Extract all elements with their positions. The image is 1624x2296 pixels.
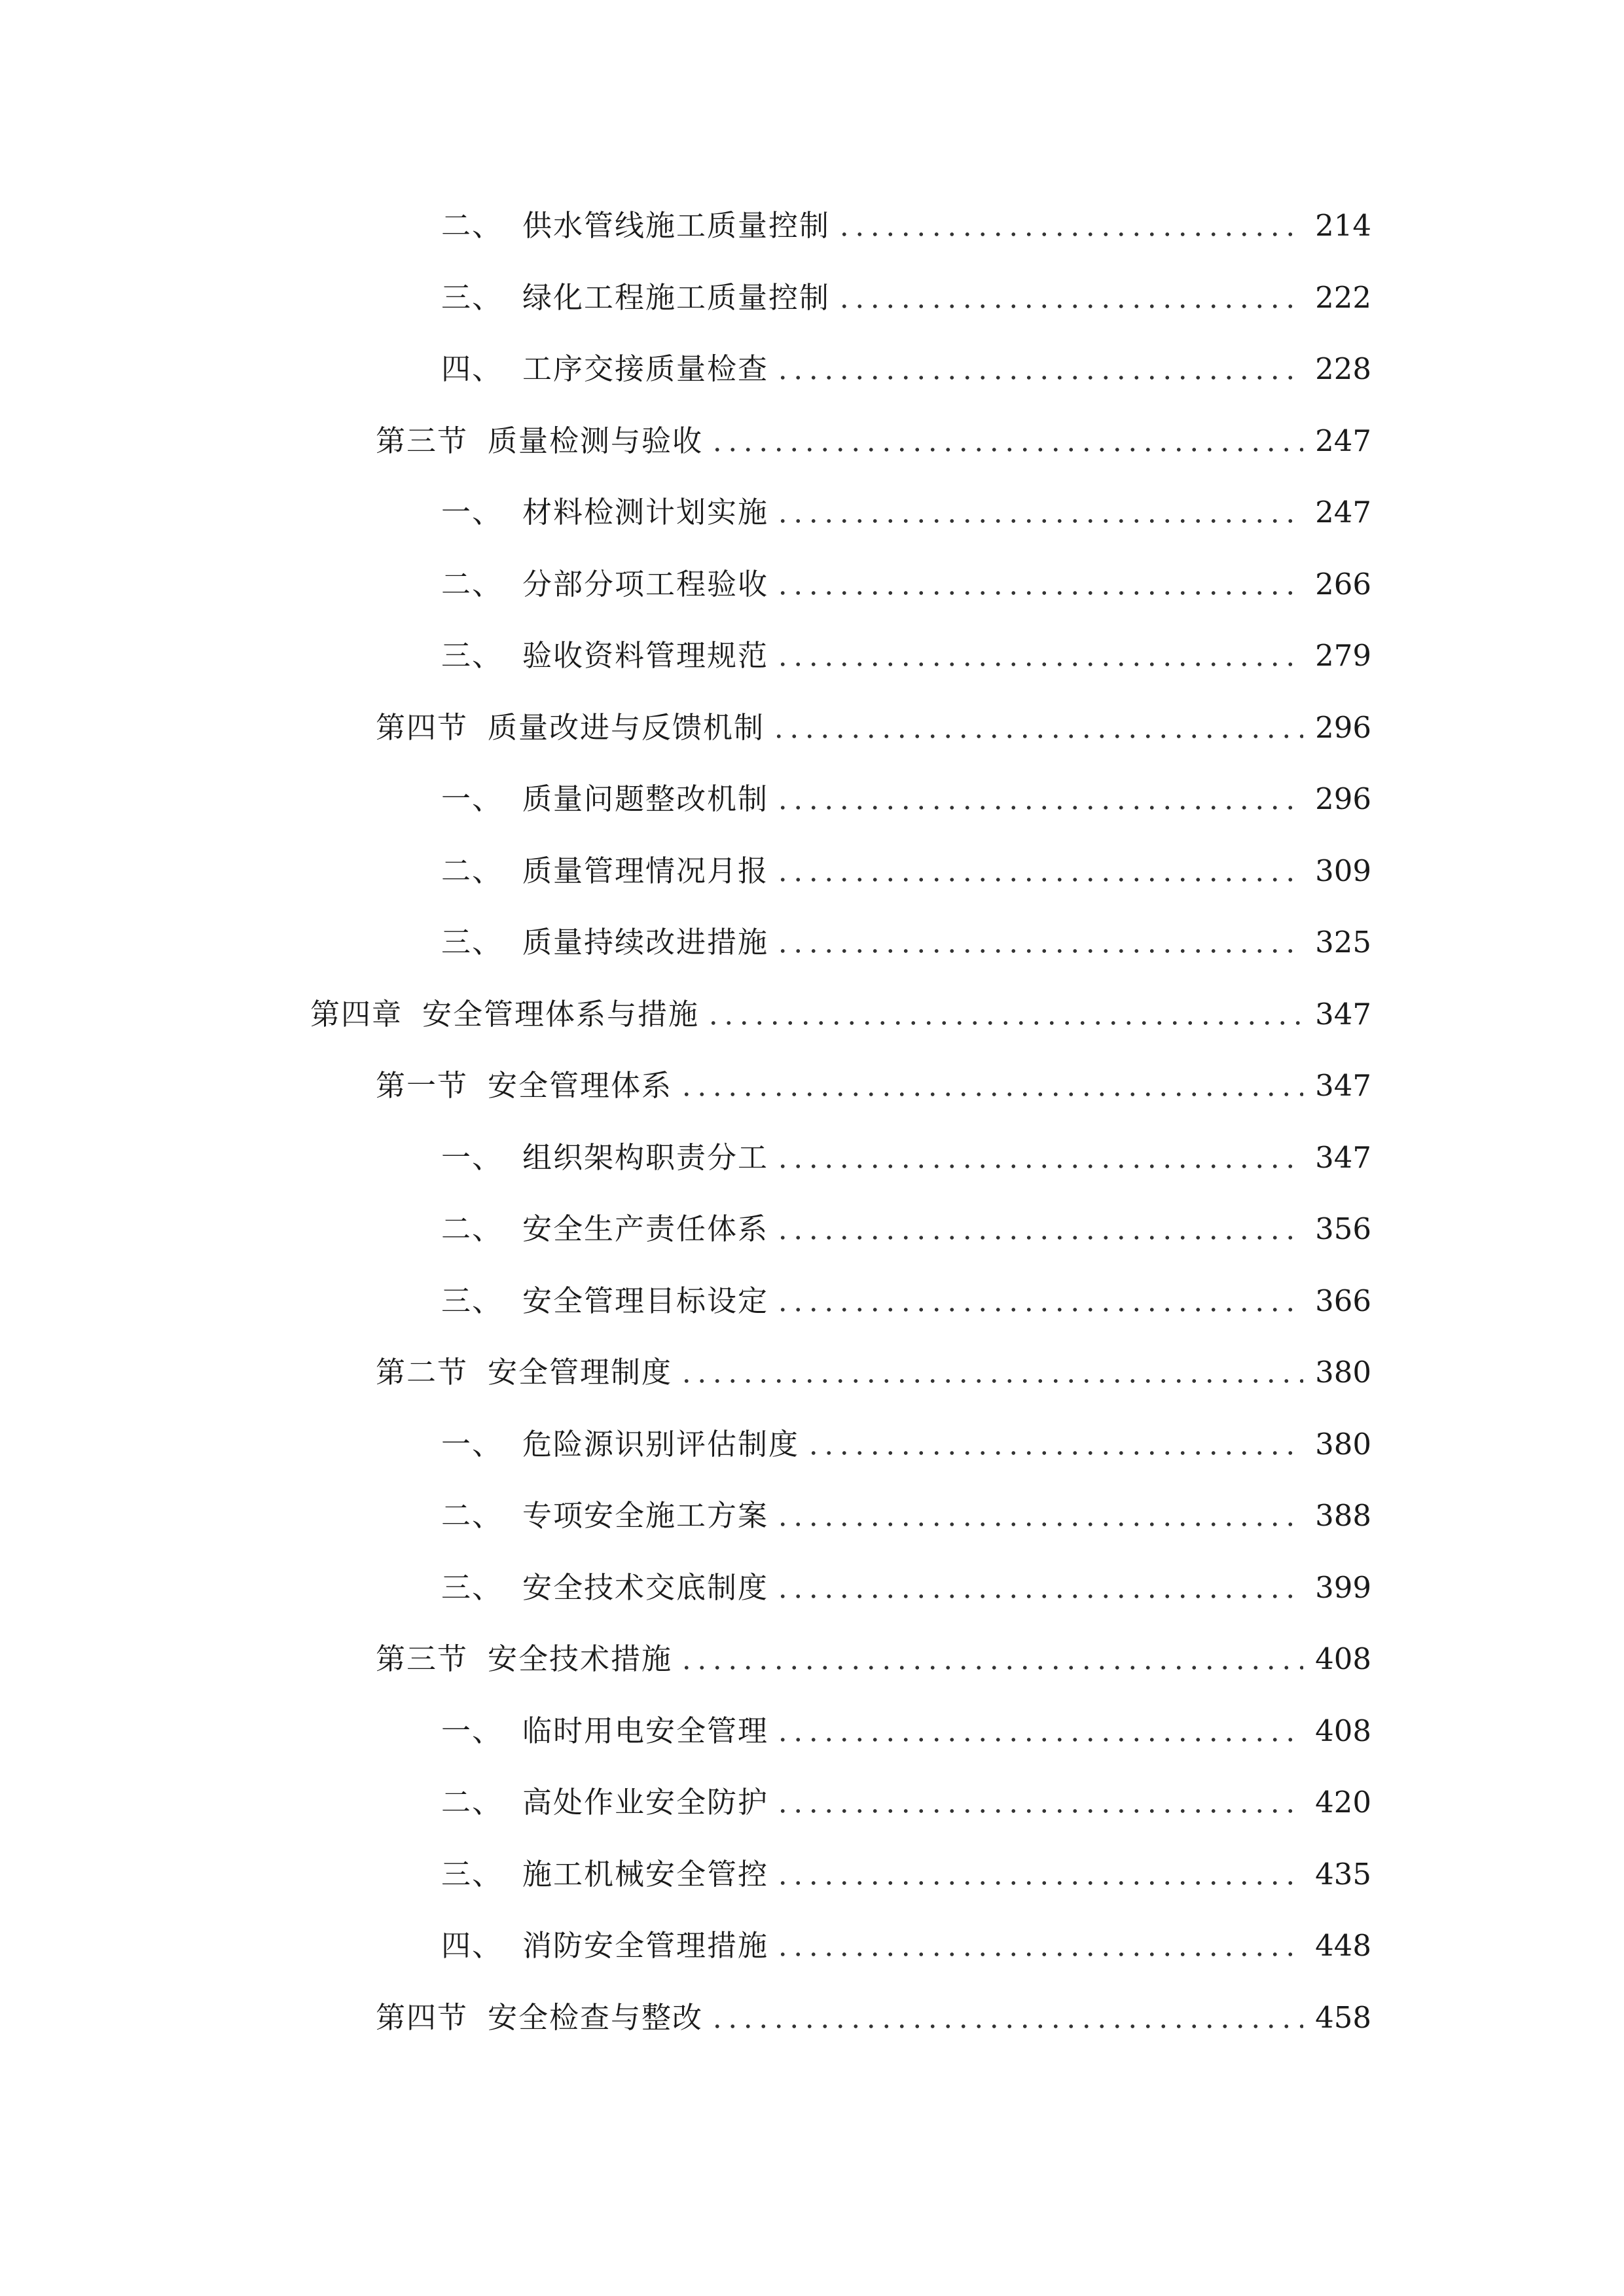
toc-entry[interactable] xyxy=(0,476,1624,548)
toc-entry-number: 二、 xyxy=(441,1785,503,1820)
toc-entry[interactable] xyxy=(0,1623,1624,1695)
dot-leader xyxy=(775,1143,1303,1172)
toc-entry[interactable] xyxy=(0,1122,1624,1194)
toc-entry-title: 安全技术措施 xyxy=(488,1641,673,1677)
dot-leader xyxy=(775,354,1303,384)
toc-entry-number: 三、 xyxy=(441,1856,503,1892)
dot-leader xyxy=(775,1286,1303,1316)
toc-entry-page: 388 xyxy=(1315,1498,1371,1534)
dot-leader xyxy=(775,927,1303,957)
toc-entry[interactable] xyxy=(0,1695,1624,1767)
dot-leader xyxy=(806,1429,1303,1459)
toc-entry-page: 448 xyxy=(1315,1928,1371,1964)
toc-entry[interactable] xyxy=(0,1982,1624,2054)
toc-entry-number: 三、 xyxy=(441,279,503,315)
toc-entry-number: 二、 xyxy=(441,853,503,888)
toc-entry-page: 435 xyxy=(1315,1856,1371,1892)
toc-entry-title: 组织架构职责分工 xyxy=(522,1139,769,1175)
toc-entry-title: 质量管理情况月报 xyxy=(522,853,769,888)
table-of-contents xyxy=(0,190,1624,2053)
toc-entry[interactable] xyxy=(0,405,1624,477)
toc-entry-number: 四、 xyxy=(441,1928,503,1964)
toc-entry-page: 399 xyxy=(1315,1570,1371,1605)
toc-entry-title: 安全管理目标设定 xyxy=(522,1283,769,1318)
toc-entry-title: 质量问题整改机制 xyxy=(522,781,769,817)
toc-entry-title: 安全生产责任体系 xyxy=(522,1211,769,1247)
toc-entry[interactable] xyxy=(0,620,1624,692)
dot-leader xyxy=(710,426,1303,456)
toc-entry[interactable] xyxy=(0,906,1624,978)
dot-leader xyxy=(771,713,1303,742)
toc-entry-page: 458 xyxy=(1315,2000,1371,2035)
toc-entry-page: 325 xyxy=(1315,925,1371,960)
dot-leader xyxy=(775,856,1303,886)
toc-entry-number: 第三节 xyxy=(376,423,469,458)
toc-entry-title: 供水管线施工质量控制 xyxy=(522,208,831,243)
toc-entry-title: 质量改进与反馈机制 xyxy=(488,709,765,745)
toc-entry[interactable] xyxy=(0,692,1624,764)
toc-entry-page: 247 xyxy=(1315,423,1371,458)
dot-leader xyxy=(775,1573,1303,1602)
toc-entry-title: 专项安全施工方案 xyxy=(522,1498,769,1534)
toc-entry-number: 第四节 xyxy=(376,709,469,745)
dot-leader xyxy=(775,1716,1303,1746)
toc-entry-page: 279 xyxy=(1315,638,1371,673)
toc-entry-number: 三、 xyxy=(441,1283,503,1318)
toc-entry-page: 347 xyxy=(1315,996,1371,1031)
toc-entry-number: 二、 xyxy=(441,208,503,243)
dot-leader xyxy=(679,1071,1303,1100)
toc-entry[interactable] xyxy=(0,1265,1624,1337)
toc-entry-number: 一、 xyxy=(441,1139,503,1175)
toc-entry-page: 356 xyxy=(1315,1211,1371,1247)
toc-entry-number: 一、 xyxy=(441,1713,503,1748)
toc-entry-title: 危险源识别评估制度 xyxy=(522,1426,800,1462)
toc-entry-title: 消防安全管理措施 xyxy=(522,1928,769,1964)
dot-leader xyxy=(837,211,1303,240)
toc-entry-title: 施工机械安全管控 xyxy=(522,1856,769,1892)
toc-entry-title: 安全管理体系与措施 xyxy=(422,996,700,1031)
toc-entry-number: 三、 xyxy=(441,1570,503,1605)
toc-entry-number: 二、 xyxy=(441,1211,503,1247)
dot-leader xyxy=(775,641,1303,670)
toc-entry-page: 408 xyxy=(1315,1713,1371,1748)
toc-entry-page: 222 xyxy=(1315,279,1371,315)
toc-entry[interactable] xyxy=(0,1050,1624,1122)
toc-entry-title: 验收资料管理规范 xyxy=(522,638,769,673)
toc-entry[interactable] xyxy=(0,548,1624,620)
dot-leader xyxy=(775,1787,1303,1817)
toc-entry[interactable] xyxy=(0,1552,1624,1624)
toc-entry-title: 安全检查与整改 xyxy=(488,2000,704,2035)
toc-entry[interactable] xyxy=(0,1336,1624,1408)
toc-entry-title: 安全管理体系 xyxy=(488,1068,673,1103)
toc-entry[interactable] xyxy=(0,1408,1624,1480)
toc-entry-page: 228 xyxy=(1315,351,1371,387)
toc-entry-page: 380 xyxy=(1315,1355,1371,1390)
toc-entry[interactable] xyxy=(0,835,1624,907)
dot-leader xyxy=(837,283,1303,312)
toc-entry-page: 266 xyxy=(1315,566,1371,601)
toc-entry-title: 质量检测与验收 xyxy=(488,423,704,458)
dot-leader xyxy=(775,1859,1303,1889)
toc-entry-page: 347 xyxy=(1315,1139,1371,1175)
dot-leader xyxy=(710,2003,1303,2032)
toc-entry-number: 二、 xyxy=(441,566,503,601)
toc-entry-title: 分部分项工程验收 xyxy=(522,566,769,601)
toc-entry-title: 安全管理制度 xyxy=(488,1355,673,1390)
toc-entry[interactable] xyxy=(0,262,1624,334)
dot-leader xyxy=(775,1931,1303,1960)
toc-entry[interactable] xyxy=(0,1767,1624,1839)
toc-entry-number: 二、 xyxy=(441,1498,503,1534)
toc-entry-title: 材料检测计划实施 xyxy=(522,495,769,530)
dot-leader xyxy=(775,1501,1303,1530)
toc-entry-title: 工序交接质量检查 xyxy=(522,351,769,387)
dot-leader xyxy=(775,784,1303,814)
toc-entry-page: 366 xyxy=(1315,1283,1371,1318)
toc-entry-title: 安全技术交底制度 xyxy=(522,1570,769,1605)
toc-entry-page: 420 xyxy=(1315,1785,1371,1820)
toc-entry-page: 214 xyxy=(1315,208,1371,243)
toc-entry-title: 质量持续改进措施 xyxy=(522,925,769,960)
toc-entry[interactable] xyxy=(0,1839,1624,1910)
toc-entry-number: 一、 xyxy=(441,781,503,817)
toc-entry[interactable] xyxy=(0,1193,1624,1265)
toc-entry-page: 296 xyxy=(1315,781,1371,817)
toc-entry[interactable] xyxy=(0,1910,1624,1982)
dot-leader xyxy=(775,569,1303,599)
toc-entry-number: 第三节 xyxy=(376,1641,469,1677)
dot-leader xyxy=(679,1644,1303,1674)
toc-entry-number: 第四章 xyxy=(310,996,403,1031)
toc-entry-page: 347 xyxy=(1315,1068,1371,1103)
toc-entry[interactable] xyxy=(0,190,1624,262)
toc-entry-number: 四、 xyxy=(441,351,503,387)
toc-entry-number: 三、 xyxy=(441,638,503,673)
toc-entry-number: 三、 xyxy=(441,925,503,960)
toc-entry-title: 临时用电安全管理 xyxy=(522,1713,769,1748)
dot-leader xyxy=(775,497,1303,527)
dot-leader xyxy=(775,1214,1303,1244)
dot-leader xyxy=(679,1357,1303,1387)
toc-entry-title: 绿化工程施工质量控制 xyxy=(522,279,831,315)
toc-entry[interactable] xyxy=(0,978,1624,1050)
toc-entry-title: 高处作业安全防护 xyxy=(522,1785,769,1820)
toc-entry[interactable] xyxy=(0,1480,1624,1552)
toc-entry-page: 296 xyxy=(1315,709,1371,745)
toc-entry[interactable] xyxy=(0,333,1624,405)
toc-entry-number: 第四节 xyxy=(376,2000,469,2035)
toc-entry-page: 309 xyxy=(1315,853,1371,888)
toc-entry-number: 第二节 xyxy=(376,1355,469,1390)
toc-entry-number: 一、 xyxy=(441,495,503,530)
toc-entry-number: 一、 xyxy=(441,1426,503,1462)
toc-entry-page: 408 xyxy=(1315,1641,1371,1677)
dot-leader xyxy=(706,999,1303,1029)
toc-entry-page: 247 xyxy=(1315,495,1371,530)
toc-entry-page: 380 xyxy=(1315,1426,1371,1462)
toc-entry[interactable] xyxy=(0,763,1624,835)
toc-entry-number: 第一节 xyxy=(376,1068,469,1103)
